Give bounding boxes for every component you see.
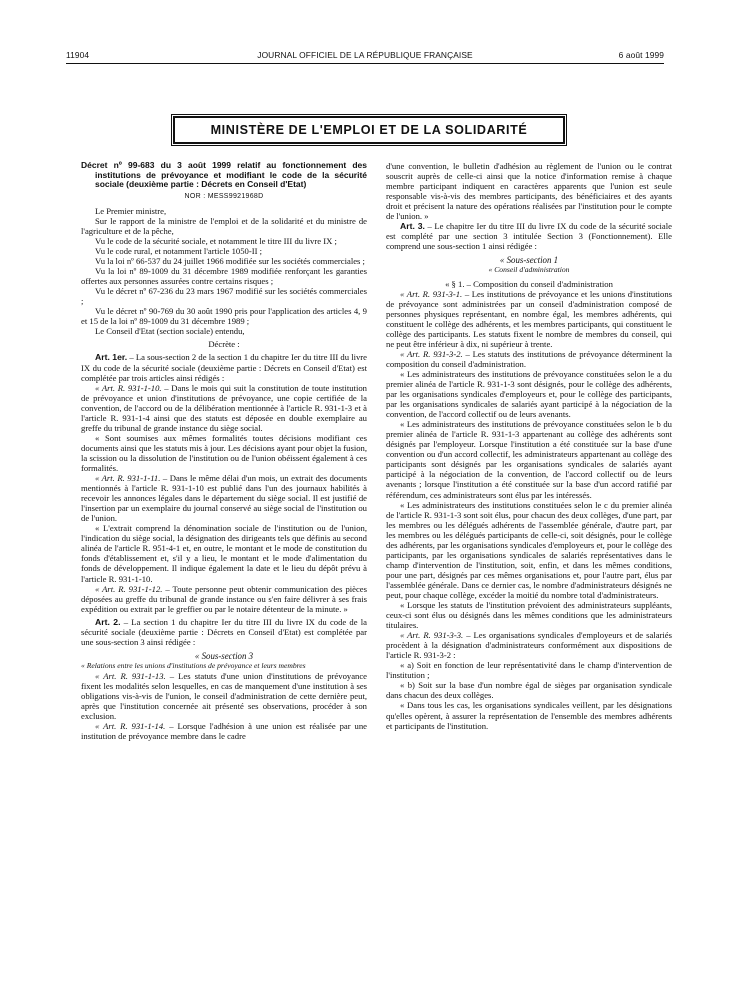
visa-line: Vu la loi nº 66-537 du 24 juillet 1966 modifiée sur les sociétés commerciales ; xyxy=(95,256,365,267)
article-3 xyxy=(386,221,672,251)
issue-date: 6 août 1999 xyxy=(618,50,664,60)
header-rule xyxy=(66,63,664,64)
article-text: – La section 1 du chapitre Ier du titre III du livre IX du code de la sécurité sociale (deuxième partie : Décrets en Conseil d'Etat) est complétée par une sous-section 3 ainsi rédigée : xyxy=(81,616,367,647)
visa-line: Vu le code de la sécurité sociale, et notamment le titre III du livre IX ; xyxy=(95,235,337,246)
paragraph: d'une convention, le bulletin d'adhésion au règlement de l'union ou le contrat souscrit auprès de celle-ci ainsi que la notice d'information remise à chaque membre participant indiquent en caractères apparents que l'union est seule responsable vis-à-vis des membres participants, des bénéficiaires et des ayants droit et précisent la nature des opérations réalisées par l'institution pour le compte de l'union. » xyxy=(386,161,672,222)
list-item: « a) Soit en fonction de leur représentativité dans le champ d'intervention de l'institution ; xyxy=(386,660,672,681)
visa-line: Vu le code rural, et notamment l'article 1050-II ; xyxy=(95,246,263,257)
article-2 xyxy=(81,617,367,647)
left-column xyxy=(81,161,367,961)
article-ref: « Art. R. 931-1-12. xyxy=(95,583,163,594)
right-column xyxy=(386,161,672,961)
nor-reference: NOR : MESS9921968D xyxy=(184,192,264,200)
article-text: – Les organisations syndicales d'employeurs et de salariés procèdent à la désignation d'administrateurs conformément aux dispositions de l'article R. 931-3-2 : xyxy=(386,630,672,661)
paragraph: « Les administrateurs des institutions de prévoyance constituées selon le a du premier alinéa de l'article R. 931-1-3 sont désignés, pour le collège des adhérents, par les organisations syndicales d'employeurs et, pour le collège des participants, par les organisations syndicales de salariés ayant participé à la négociation de la convention, de l'accord collectif ou de leurs avenants. xyxy=(386,368,672,420)
paragraph: « Dans tous les cas, les organisations syndicales veillent, par les désignations qu'elles opèrent, à assurer la représentation de l'ensemble des membres adhérents et participants de l'institution. xyxy=(386,700,672,731)
ministry-heading xyxy=(173,116,565,144)
paragraph: « L'extrait comprend la dénomination sociale de l'institution ou de l'union, l'indication du siège social, la désignation des dirigeants tels que définis au second alinéa de l'article R. 951-4-1 et, en outre, le montant et le mode de constitution du fonds d'établissement et, s'il y a lieu, le montant et le mode d'alimentation du fonds de développement. Il indique également la date et le lieu du dépôt prévu à l'article R. 931-1-10. xyxy=(81,523,367,584)
article-r931-1-14 xyxy=(81,721,367,741)
subsection-subtitle: « Conseil d'administration xyxy=(488,265,570,275)
paragraph: « Sont soumises aux mêmes formalités toutes décisions modifiant ces documents ainsi que les statuts mis à jour. Les décisions ayant pour objet la fusion, la scission ou la dissolution de l'institution ou de l'union obéissent également à ces formalités. xyxy=(81,432,367,473)
article-text: – Dans le même délai d'un mois, un extrait des documents mentionnés à l'article R. 931-1-10 est publié dans l'un des journaux habilités à recevoir les annonces légales dans le département du siège social. Il est justifié de l'insertion par un exemplaire du journal conservé au siège social de l'institution ou de l'union. xyxy=(81,473,367,524)
running-header xyxy=(66,50,664,62)
article-r931-3-1 xyxy=(386,289,672,349)
decree-title: Décret nº 99-683 du 3 août 1999 relatif au fonctionnement des institutions de prévoyance et modifiant le code de la sécurité sociale (deuxième partie : Décrets en Conseil d'Etat) xyxy=(81,161,367,190)
journal-title: JOURNAL OFFICIEL DE LA RÉPUBLIQUE FRANÇAISE xyxy=(257,50,473,60)
article-1 xyxy=(81,352,367,382)
ministry-heading-text: MINISTÈRE DE L'EMPLOI ET DE LA SOLIDARITÉ xyxy=(210,123,528,137)
visa-line: Le Conseil d'Etat (section sociale) entendu, xyxy=(95,326,245,337)
article-ref: « Art. R. 931-1-14. xyxy=(95,721,166,732)
visa-line: Le Premier ministre, xyxy=(95,205,167,216)
subsection-title: « Sous-section 1 xyxy=(499,255,559,266)
article-r931-1-10 xyxy=(81,383,367,433)
paragraph: « Les administrateurs des institutions de prévoyance constituées selon le b du premier alinéa de l'article R. 931-1-3 appartenant au collège des adhérents sont désignés par l'employeur. Lorsque l'institution a été constituée sur la base d'une convention ou d'un accord collectif, les administrateurs appartenant au collège des participants sont désignés par les organisations syndicales de salariés ayant participé à la négociation de la convention, de l'accord collectif ou de leurs avenants ; lorsque l'institution a été constituée sur la base d'un accord ratifié par référendum, ces administrateurs sont élus par les intéressés. xyxy=(386,419,672,500)
article-r931-3-3 xyxy=(386,630,672,660)
visa-line: Sur le rapport de la ministre de l'emploi et de la solidarité et du ministre de l'agriculture et de la pêche, xyxy=(81,215,367,236)
article-ref: « Art. R. 931-3-3. xyxy=(400,630,464,641)
article-r931-1-11 xyxy=(81,473,367,523)
subsection-subtitle: « Relations entre les unions d'institutions de prévoyance et leurs membres xyxy=(81,660,306,670)
article-label: Art. 3. xyxy=(400,221,425,232)
visa-line: Vu le décret nº 90-769 du 30 août 1990 pris pour l'application des articles 4, 9 et 15 de la loi nº 89-1009 du 31 décembre 1989 ; xyxy=(81,306,367,327)
article-ref: « Art. R. 931-1-10. xyxy=(95,382,162,393)
article-r931-1-13 xyxy=(81,671,367,721)
article-text: – La sous-section 2 de la section 1 du chapitre Ier du titre III du livre IX du code de la sécurité sociale (deuxième partie : Décrets en Conseil d'Etat) est complétée par trois articles ainsi rédigés : xyxy=(81,352,367,383)
paragraph: « Lorsque les statuts de l'institution prévoient des administrateurs suppléants, ceux-ci sont élus ou désignés dans les mêmes conditions que les administrateurs titulaires. xyxy=(386,600,672,631)
paragraph-heading: « § 1. – Composition du conseil d'administration xyxy=(445,278,613,289)
article-ref: « Art. R. 931-3-2. xyxy=(400,348,463,359)
decrete-line: Décrète : xyxy=(208,339,240,350)
article-text: – Le chapitre Ier du titre III du livre IX du code de la sécurité sociale est complété par une section 3 intitulée Section 3 (Fonctionnement). Elle comprend une sous-section 1 ainsi rédigée : xyxy=(386,221,672,252)
visa-line: Vu la loi nº 89-1009 du 31 décembre 1989 modifiée renforçant les garanties offertes aux personnes assurées contre certains risques ; xyxy=(81,266,367,287)
paragraph: « Les administrateurs des institutions constituées selon le c du premier alinéa de l'article R. 931-1-3 sont soit élus, pour chacun des deux collèges, d'une part, par les membres ou les délégués adhérents de l'assemblée générale, d'autre part, par les membres ou les délégués participants de celle-ci, soit désignés, pour le collège des adhérents, par les organisations syndicales d'employeurs et, pour le collège des participants, par les organisations syndicales de salariés représentatives dans le champ d'intervention de l'institution, soit, enfin, et dans les mêmes conditions, pour une part, désignés par ces mêmes organisations et, pour l'autre part, élus par l'assemblée générale. Dans ce dernier cas, le nombre d'administrateurs désignés ne peut, pour chaque collège, excéder la moitié du nombre total d'administrateurs. xyxy=(386,499,672,600)
list-item: « b) Soit sur la base d'un nombre égal de sièges par organisation syndicale dans chacun des deux collèges. xyxy=(386,680,672,701)
visa-line: Vu le décret nº 67-236 du 23 mars 1967 modifié sur les sociétés commerciales ; xyxy=(81,286,367,307)
article-r931-3-2 xyxy=(386,349,672,369)
article-text: – Toute personne peut obtenir communication des pièces déposées au greffe du tribunal de grande instance ou s'en faire délivrer à ses frais expédition ou extrait par le greffier ou par le notaire détenteur de la minute. » xyxy=(81,583,367,614)
article-text: – Les institutions de prévoyance et les unions d'institutions de prévoyance sont administrées par un conseil d'administration composé de personnes physiques représentant, en nombre égal, les membres adhérents, qui constituent le collège des adhérents, et les membres participants, qui constituent le collège des participants. Les statuts fixent le nombre de membres du conseil, qui ne peut être inférieur à dix, ni supérieur à trente. xyxy=(386,288,672,349)
article-ref: « Art. R. 931-3-1. xyxy=(400,288,463,299)
article-ref: « Art. R. 931-1-11. xyxy=(95,473,161,484)
article-r931-1-12 xyxy=(81,584,367,614)
article-ref: « Art. R. 931-1-13. xyxy=(95,670,166,681)
article-text: – Lorsque l'adhésion à une union est réalisée par une institution de prévoyance membre dans le cadre xyxy=(81,721,367,742)
article-text: – Dans le mois qui suit la constitution de toute institution de prévoyance et union d'institutions de prévoyance, une copie certifiée de la convention, de l'accord ou de la délibération mentionnée à l'article R. 931-1-3 et à l'article R. 931-1-4 ainsi que des statuts est déposée en double exemplaire au greffe du tribunal de grande instance du siège social. xyxy=(81,382,367,433)
article-text: – Les statuts des institutions de prévoyance déterminent la composition du conseil d'administration. xyxy=(386,348,672,369)
page-number: 11904 xyxy=(66,50,90,60)
article-label: Art. 1er. xyxy=(95,352,128,363)
article-text: – Les statuts d'une union d'institutions de prévoyance fixent les modalités selon lesquelles, en cas de manquement d'une institution à ses obligations vis-à-vis de l'union, le conseil d'administration de cette dernière peut, après que l'institution concernée ait présenté ses observations, procéder à son exclusion. xyxy=(81,670,367,722)
article-label: Art. 2. xyxy=(95,616,121,627)
subsection-title: « Sous-section 3 xyxy=(194,650,254,661)
